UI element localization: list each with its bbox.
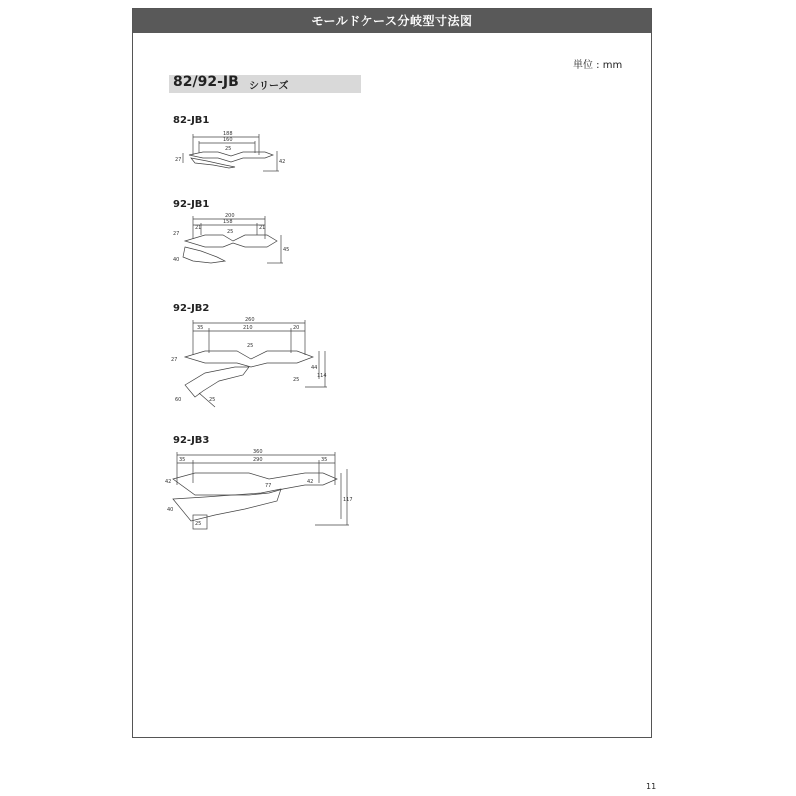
dim-92-jb1-height: 45 bbox=[283, 247, 290, 253]
dim-82-jb1-overall: 188 bbox=[223, 131, 233, 137]
dim-92-jb2-inner: 210 bbox=[243, 325, 253, 331]
dim-92-jb2-height-inner: 44 bbox=[311, 365, 318, 371]
dim-92-jb3-side: 42 bbox=[165, 479, 172, 485]
dim-82-jb1-height: 42 bbox=[279, 159, 286, 165]
dim-92-jb2-side: 27 bbox=[171, 357, 178, 363]
model-label-92-jb3: 92-JB3 bbox=[173, 435, 210, 446]
dim-92-jb1-inner: 158 bbox=[223, 219, 233, 225]
dim-92-jb3-height: 117 bbox=[343, 497, 353, 503]
dim-92-jb2-height: 114 bbox=[317, 373, 327, 379]
dim-82-jb1-left: 27 bbox=[175, 157, 182, 163]
drawing-92-jb3 bbox=[165, 449, 355, 541]
dim-92-jb3-branch: 40 bbox=[167, 507, 174, 513]
drawing-82-jb1 bbox=[173, 131, 286, 181]
page-title: モールドケース分岐型寸法図 bbox=[133, 9, 651, 33]
dim-92-jb2-branch-width: 25 bbox=[209, 397, 216, 403]
dim-92-jb3-mid: 77 bbox=[265, 483, 272, 489]
series-suffix: シリーズ bbox=[249, 81, 289, 92]
dim-92-jb1-right: 21 bbox=[259, 225, 266, 231]
dim-92-jb2-overall: 260 bbox=[245, 317, 255, 323]
series-heading bbox=[169, 75, 361, 93]
dim-92-jb2-mid: 25 bbox=[247, 343, 254, 349]
unit-label: 単位 : mm bbox=[573, 60, 623, 71]
model-label-82-jb1: 82-JB1 bbox=[173, 115, 210, 126]
dim-82-jb1-inner: 160 bbox=[223, 137, 233, 143]
drawing-92-jb1 bbox=[171, 213, 289, 273]
dim-92-jb1-overall: 200 bbox=[225, 213, 235, 219]
dim-92-jb3-branch-width: 25 bbox=[195, 521, 202, 527]
dim-92-jb1-left: 21 bbox=[195, 225, 202, 231]
dim-92-jb3-inner: 290 bbox=[253, 457, 263, 463]
dim-92-jb3-overall: 360 bbox=[253, 449, 263, 455]
dim-92-jb1-side: 27 bbox=[173, 231, 180, 237]
dim-92-jb1-mid: 25 bbox=[227, 229, 234, 235]
dim-92-jb3-end: 42 bbox=[307, 479, 314, 485]
dim-92-jb3-left: 35 bbox=[179, 457, 186, 463]
dim-92-jb3-right: 35 bbox=[321, 457, 328, 463]
dim-92-jb2-branch: 60 bbox=[175, 397, 182, 403]
dim-92-jb1-branch: 40 bbox=[173, 257, 180, 263]
dim-92-jb2-left: 35 bbox=[197, 325, 204, 331]
dim-82-jb1-mid: 25 bbox=[225, 146, 232, 152]
drawing-92-jb2 bbox=[169, 317, 329, 409]
series-name: 82/92-JB bbox=[173, 74, 239, 90]
dim-92-jb2-right: 20 bbox=[293, 325, 300, 331]
page-frame bbox=[132, 8, 652, 738]
page-number: 11 bbox=[646, 782, 657, 791]
dim-92-jb2-lower: 25 bbox=[293, 377, 300, 383]
model-label-92-jb1: 92-JB1 bbox=[173, 199, 210, 210]
model-label-92-jb2: 92-JB2 bbox=[173, 303, 210, 314]
